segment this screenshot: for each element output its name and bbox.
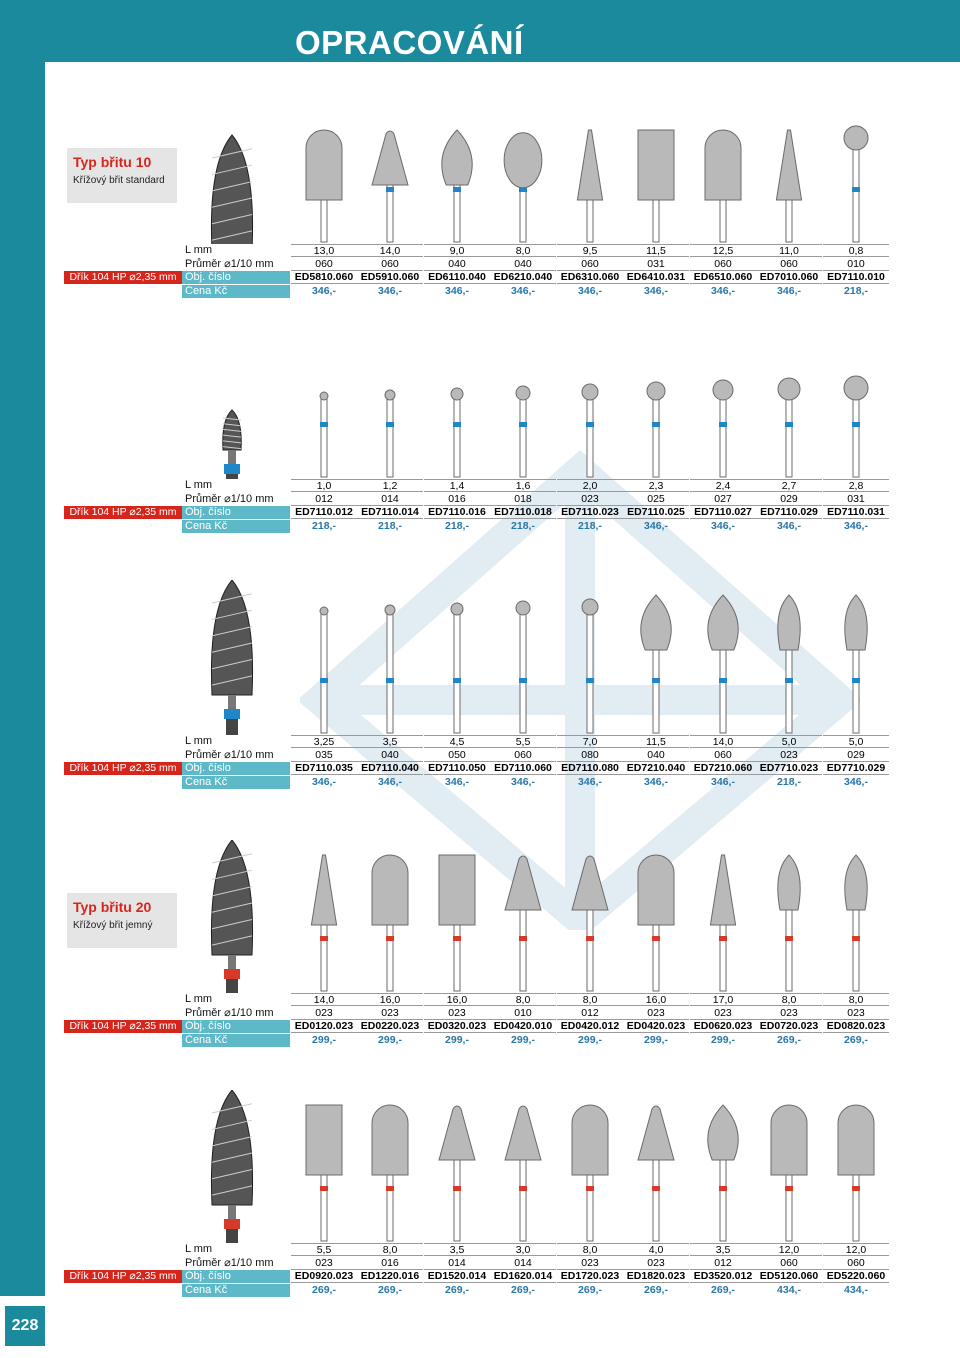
spec-cell: ED5120.060 <box>756 1270 822 1283</box>
spec-cell: 269,- <box>511 1283 535 1296</box>
tool-ball-icon <box>385 605 395 733</box>
spec-cell: ED7210.060 <box>690 762 756 775</box>
tool-ball-icon <box>516 386 530 477</box>
spec-cell: 346,- <box>644 284 668 297</box>
spec-cell: 218,- <box>312 519 336 532</box>
tool-ball-icon <box>582 599 598 733</box>
spec-cell: 299,- <box>644 1033 668 1046</box>
row-label: Obj. číslo <box>182 271 290 284</box>
spec-cell: 269,- <box>378 1283 402 1296</box>
tool-cone-round-icon <box>505 856 541 991</box>
spec-cell: 346,- <box>777 284 801 297</box>
spec-cell: 5,0 <box>756 735 822 748</box>
tool-cylinder-round-icon <box>638 855 674 991</box>
spec-cell: 346,- <box>378 284 402 297</box>
spec-cell: 2,8 <box>823 479 889 492</box>
row-label: Cena Kč <box>182 520 290 533</box>
tool-ball-icon <box>385 390 395 477</box>
row-label: Cena Kč <box>182 285 290 298</box>
spec-cell: 16,0 <box>623 993 689 1006</box>
spec-cell: 060 <box>690 258 756 271</box>
spec-cell: 016 <box>424 493 490 506</box>
spec-cell: 025 <box>623 493 689 506</box>
spec-row-cena <box>0 1284 960 1297</box>
spec-cell: 012 <box>690 1257 756 1270</box>
spec-cell: ED7110.018 <box>490 506 556 519</box>
spec-cell: 346,- <box>312 284 336 297</box>
spec-cell: 346,- <box>578 775 602 788</box>
shank-label: Dřík 104 HP ⌀2,35 mm <box>64 762 182 775</box>
row-label: L mm <box>185 993 213 1005</box>
spec-cell: 3,5 <box>424 1243 490 1256</box>
spec-cell: 7,0 <box>557 735 623 748</box>
tool-ball-icon <box>713 380 733 477</box>
spec-cell: 346,- <box>644 519 668 532</box>
tool-cylinder-round-icon <box>705 130 741 242</box>
spec-cell: 060 <box>756 1257 822 1270</box>
spec-cell: 8,0 <box>357 1243 423 1256</box>
row-label: Cena Kč <box>182 1034 290 1047</box>
row-label: Cena Kč <box>182 776 290 789</box>
tool-ball-icon <box>647 382 665 477</box>
spec-cell: 060 <box>357 258 423 271</box>
spec-cell: ED1620.014 <box>490 1270 556 1283</box>
spec-cell: ED3520.012 <box>690 1270 756 1283</box>
spec-cell: 11,5 <box>623 244 689 257</box>
spec-cell: 2,7 <box>756 479 822 492</box>
tool-bud-icon <box>778 595 800 733</box>
spec-cell: ED0420.010 <box>490 1020 556 1033</box>
spec-cell: 14,0 <box>291 993 357 1006</box>
tool-flame-icon <box>708 1105 738 1241</box>
spec-cell: ED5910.060 <box>357 271 423 284</box>
tool-cylinder-icon <box>306 1105 342 1241</box>
spec-cell: 3,25 <box>291 735 357 748</box>
spec-cell: ED6210.040 <box>490 271 556 284</box>
spec-cell: ED7110.050 <box>424 762 490 775</box>
row-label: L mm <box>185 1243 213 1255</box>
spec-row-l <box>0 244 960 257</box>
spec-cell: 5,5 <box>291 1243 357 1256</box>
tool-cylinder-icon <box>439 855 475 991</box>
spec-cell: 346,- <box>511 775 535 788</box>
spec-cell: 1,2 <box>357 479 423 492</box>
spec-cell: 2,3 <box>623 479 689 492</box>
spec-cell: ED0920.023 <box>291 1270 357 1283</box>
spec-cell: 218,- <box>777 775 801 788</box>
spec-cell: 12,5 <box>690 244 756 257</box>
tool-cylinder-round-icon <box>372 1105 408 1241</box>
shank-label: Dřík 104 HP ⌀2,35 mm <box>64 271 182 284</box>
spec-cell: 346,- <box>445 775 469 788</box>
spec-cell: ED1720.023 <box>557 1270 623 1283</box>
spec-cell: 9,5 <box>557 244 623 257</box>
tool-drawings <box>0 840 960 993</box>
spec-cell: ED7710.029 <box>823 762 889 775</box>
tool-bud-icon <box>845 595 867 733</box>
spec-cell: 346,- <box>644 775 668 788</box>
spec-cell: 080 <box>557 749 623 762</box>
spec-cell: ED7110.010 <box>823 271 889 284</box>
spec-cell: 029 <box>756 493 822 506</box>
spec-cell: 346,- <box>511 284 535 297</box>
spec-cell: 0,8 <box>823 244 889 257</box>
tool-ball-icon <box>320 607 328 733</box>
tool-cone-round-icon <box>372 131 408 242</box>
spec-cell: 040 <box>490 258 556 271</box>
tool-bud-icon <box>845 855 867 991</box>
spec-cell: 269,- <box>644 1283 668 1296</box>
row-label: Průměr ⌀1/10 mm <box>185 1006 274 1019</box>
spec-cell: ED7110.080 <box>557 762 623 775</box>
spec-row-l <box>0 993 960 1006</box>
spec-cell: 299,- <box>378 1033 402 1046</box>
spec-cell: 11,0 <box>756 244 822 257</box>
row-label: Průměr ⌀1/10 mm <box>185 257 274 270</box>
row-label: Cena Kč <box>182 1284 290 1297</box>
spec-cell: 060 <box>690 749 756 762</box>
spec-cell: ED7110.031 <box>823 506 889 519</box>
spec-cell: 16,0 <box>357 993 423 1006</box>
spec-cell: 299,- <box>511 1033 535 1046</box>
spec-cell: 346,- <box>777 519 801 532</box>
tool-cylinder-round-icon <box>372 855 408 991</box>
tool-cylinder-round-icon <box>306 130 342 242</box>
spec-cell: ED7110.060 <box>490 762 556 775</box>
spec-row-d <box>0 1007 960 1020</box>
tool-drawings <box>0 365 960 479</box>
spec-cell: ED7110.027 <box>690 506 756 519</box>
spec-cell: 023 <box>424 1007 490 1020</box>
spec-cell: 269,- <box>844 1033 868 1046</box>
spec-cell: 1,0 <box>291 479 357 492</box>
spec-cell: 218,- <box>844 284 868 297</box>
spec-cell: 010 <box>490 1007 556 1020</box>
spec-cell: 012 <box>557 1007 623 1020</box>
spec-cell: 023 <box>756 749 822 762</box>
spec-cell: 023 <box>557 493 623 506</box>
tool-ball-icon <box>451 388 463 477</box>
row-label: Obj. číslo <box>182 1270 290 1283</box>
spec-cell: 023 <box>823 1007 889 1020</box>
spec-cell: 8,0 <box>490 993 556 1006</box>
spec-cell: 050 <box>424 749 490 762</box>
spec-cell: 040 <box>424 258 490 271</box>
spec-cell: 014 <box>490 1257 556 1270</box>
spec-cell: 2,4 <box>690 479 756 492</box>
tool-cone-round-icon <box>505 1106 541 1241</box>
tool-ball-icon <box>451 603 463 733</box>
spec-cell: 434,- <box>777 1283 801 1296</box>
spec-cell: ED0820.023 <box>823 1020 889 1033</box>
tool-flame-icon <box>708 595 738 733</box>
spec-cell: 8,0 <box>490 244 556 257</box>
spec-cell: 218,- <box>445 519 469 532</box>
bur-photo-icon <box>211 135 252 244</box>
bur-photo-icon <box>211 1090 252 1243</box>
tool-flame-icon <box>442 130 472 242</box>
spec-cell: ED0420.023 <box>623 1020 689 1033</box>
page-number: 228 <box>5 1306 45 1346</box>
spec-cell: 346,- <box>378 775 402 788</box>
spec-cell: 346,- <box>844 775 868 788</box>
spec-cell: 299,- <box>578 1033 602 1046</box>
row-label: Obj. číslo <box>182 1020 290 1033</box>
spec-cell: 8,0 <box>756 993 822 1006</box>
spec-cell: 346,- <box>711 775 735 788</box>
spec-cell: ED7110.016 <box>424 506 490 519</box>
spec-cell: ED1520.014 <box>424 1270 490 1283</box>
spec-cell: ED7110.023 <box>557 506 623 519</box>
row-label: L mm <box>185 479 213 491</box>
tool-ball-icon <box>516 601 530 733</box>
spec-cell: ED1220.016 <box>357 1270 423 1283</box>
spec-cell: 2,0 <box>557 479 623 492</box>
tool-egg-icon <box>504 133 542 242</box>
spec-cell: 014 <box>424 1257 490 1270</box>
spec-cell: 014 <box>357 493 423 506</box>
spec-row-d <box>0 1257 960 1270</box>
spec-cell: 023 <box>557 1257 623 1270</box>
spec-row-cena <box>0 285 960 298</box>
spec-cell: 8,0 <box>557 1243 623 1256</box>
spec-cell: 17,0 <box>690 993 756 1006</box>
spec-cell: ED7110.040 <box>357 762 423 775</box>
tool-cone-round-icon <box>572 856 608 991</box>
type-title: Typ břitu 10 <box>73 154 152 170</box>
spec-cell: 269,- <box>777 1033 801 1046</box>
spec-row-cena <box>0 776 960 789</box>
tool-drawings <box>0 1090 960 1243</box>
spec-cell: 299,- <box>312 1033 336 1046</box>
shank-label: Dřík 104 HP ⌀2,35 mm <box>64 1270 182 1283</box>
spec-cell: ED7110.029 <box>756 506 822 519</box>
shank-label: Dřík 104 HP ⌀2,35 mm <box>64 1020 182 1033</box>
spec-cell: ED1820.023 <box>623 1270 689 1283</box>
shank-label: Dřík 104 HP ⌀2,35 mm <box>64 506 182 519</box>
spec-cell: 3,5 <box>357 735 423 748</box>
spec-cell: 3,5 <box>690 1243 756 1256</box>
bur-photo-icon <box>211 580 252 735</box>
spec-cell: 029 <box>823 749 889 762</box>
spec-cell: 027 <box>690 493 756 506</box>
spec-row-l <box>0 1243 960 1256</box>
row-label: Průměr ⌀1/10 mm <box>185 748 274 761</box>
tool-cone-round-icon <box>439 1106 475 1241</box>
spec-cell: 035 <box>291 749 357 762</box>
spec-row-l <box>0 479 960 492</box>
spec-cell: 040 <box>357 749 423 762</box>
tool-cylinder-round-icon <box>838 1105 874 1241</box>
spec-cell: 346,- <box>711 284 735 297</box>
tool-ball-icon <box>844 126 868 242</box>
bur-photo-icon <box>223 410 242 479</box>
spec-cell: 060 <box>823 1257 889 1270</box>
spec-cell: ED7210.040 <box>623 762 689 775</box>
spec-cell: ED0720.023 <box>756 1020 822 1033</box>
spec-cell: 14,0 <box>357 244 423 257</box>
spec-cell: ED0220.023 <box>357 1020 423 1033</box>
spec-cell: 8,0 <box>823 993 889 1006</box>
row-label: L mm <box>185 244 213 256</box>
spec-cell: 269,- <box>578 1283 602 1296</box>
spec-cell: 269,- <box>312 1283 336 1296</box>
tool-cylinder-round-icon <box>771 1105 807 1241</box>
spec-cell: 010 <box>823 258 889 271</box>
tool-drawings <box>0 580 960 735</box>
spec-cell: 299,- <box>711 1033 735 1046</box>
row-label: Obj. číslo <box>182 762 290 775</box>
spec-row-d <box>0 258 960 271</box>
spec-cell: 023 <box>291 1007 357 1020</box>
spec-cell: 5,5 <box>490 735 556 748</box>
spec-cell: 012 <box>291 493 357 506</box>
spec-row-cena <box>0 1034 960 1047</box>
row-label: L mm <box>185 735 213 747</box>
spec-cell: ED6110.040 <box>424 271 490 284</box>
spec-cell: 269,- <box>445 1283 469 1296</box>
spec-cell: 218,- <box>578 519 602 532</box>
spec-cell: ED0320.023 <box>424 1020 490 1033</box>
spec-cell: 060 <box>291 258 357 271</box>
page-title: OPRACOVÁNÍ <box>295 24 524 61</box>
tool-flame-icon <box>641 595 671 733</box>
spec-cell: ED6310.060 <box>557 271 623 284</box>
tool-taper-icon <box>710 855 735 991</box>
tool-taper-icon <box>776 130 801 242</box>
spec-row-l <box>0 735 960 748</box>
spec-cell: ED5810.060 <box>291 271 357 284</box>
row-label: Obj. číslo <box>182 506 290 519</box>
spec-cell: ED7110.035 <box>291 762 357 775</box>
spec-cell: 8,0 <box>557 993 623 1006</box>
spec-cell: 018 <box>490 493 556 506</box>
spec-cell: ED6410.031 <box>623 271 689 284</box>
tool-ball-icon <box>320 392 328 477</box>
spec-row-cena <box>0 520 960 533</box>
spec-cell: 346,- <box>445 284 469 297</box>
tool-ball-icon <box>778 378 800 477</box>
spec-cell: 023 <box>291 1257 357 1270</box>
spec-cell: 023 <box>756 1007 822 1020</box>
spec-cell: 4,5 <box>424 735 490 748</box>
spec-cell: ED6510.060 <box>690 271 756 284</box>
spec-cell: ED0120.023 <box>291 1020 357 1033</box>
spec-cell: ED0420.012 <box>557 1020 623 1033</box>
spec-cell: 346,- <box>312 775 336 788</box>
spec-cell: 031 <box>623 258 689 271</box>
spec-cell: 346,- <box>844 519 868 532</box>
spec-cell: 16,0 <box>424 993 490 1006</box>
spec-cell: 060 <box>756 258 822 271</box>
type-subtitle: Křížový břit jemný <box>73 920 153 931</box>
spec-cell: 5,0 <box>823 735 889 748</box>
spec-cell: 023 <box>623 1007 689 1020</box>
spec-cell: ED7110.014 <box>357 506 423 519</box>
tool-bud-icon <box>778 855 800 991</box>
tool-cylinder-round-icon <box>572 1105 608 1241</box>
spec-cell: 1,4 <box>424 479 490 492</box>
spec-cell: ED0620.023 <box>690 1020 756 1033</box>
spec-cell: 9,0 <box>424 244 490 257</box>
spec-row-d <box>0 493 960 506</box>
tool-drawings <box>0 115 960 244</box>
spec-cell: 346,- <box>578 284 602 297</box>
spec-cell: 060 <box>557 258 623 271</box>
spec-cell: 031 <box>823 493 889 506</box>
spec-cell: 434,- <box>844 1283 868 1296</box>
type-subtitle: Křížový břit standard <box>73 175 165 186</box>
spec-cell: 218,- <box>378 519 402 532</box>
spec-cell: 040 <box>623 749 689 762</box>
spec-cell: 023 <box>690 1007 756 1020</box>
spec-cell: 12,0 <box>756 1243 822 1256</box>
bur-photo-icon <box>211 840 252 993</box>
spec-cell: 13,0 <box>291 244 357 257</box>
spec-cell: 11,5 <box>623 735 689 748</box>
spec-cell: 346,- <box>711 519 735 532</box>
tool-cylinder-icon <box>638 130 674 242</box>
tool-cone-round-icon <box>638 1106 674 1241</box>
spec-cell: ED7710.023 <box>756 762 822 775</box>
spec-row-d <box>0 749 960 762</box>
spec-cell: 060 <box>490 749 556 762</box>
row-label: Průměr ⌀1/10 mm <box>185 492 274 505</box>
spec-cell: 14,0 <box>690 735 756 748</box>
spec-cell: 269,- <box>711 1283 735 1296</box>
spec-cell: ED7110.012 <box>291 506 357 519</box>
spec-cell: ED7010.060 <box>756 271 822 284</box>
type-title: Typ břitu 20 <box>73 899 152 915</box>
tool-ball-icon <box>844 376 868 477</box>
spec-cell: 4,0 <box>623 1243 689 1256</box>
spec-cell: 023 <box>623 1257 689 1270</box>
tool-ball-icon <box>582 384 598 477</box>
spec-cell: 299,- <box>445 1033 469 1046</box>
spec-cell: 218,- <box>511 519 535 532</box>
spec-cell: 3,0 <box>490 1243 556 1256</box>
spec-cell: 1,6 <box>490 479 556 492</box>
spec-cell: ED5220.060 <box>823 1270 889 1283</box>
spec-cell: 12,0 <box>823 1243 889 1256</box>
tool-taper-icon <box>311 855 336 991</box>
spec-cell: ED7110.025 <box>623 506 689 519</box>
spec-cell: 023 <box>357 1007 423 1020</box>
spec-cell: 016 <box>357 1257 423 1270</box>
row-label: Průměr ⌀1/10 mm <box>185 1256 274 1269</box>
tool-taper-icon <box>577 130 602 242</box>
